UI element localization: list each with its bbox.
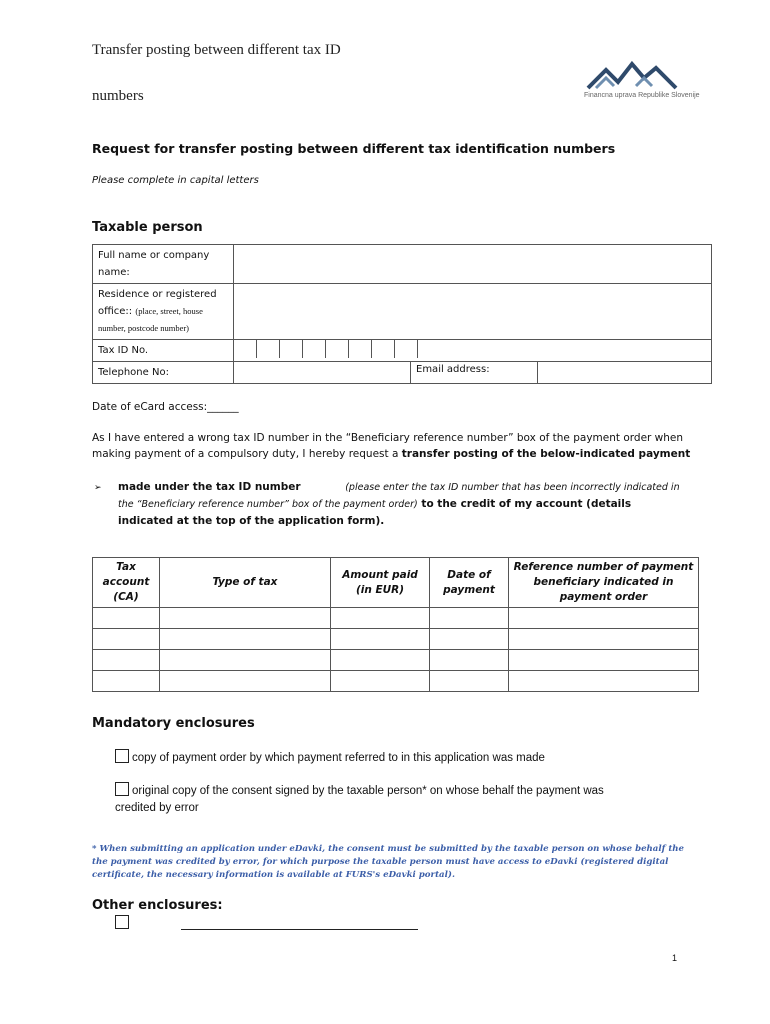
payments-table (92, 557, 699, 692)
tax-id-label: Tax ID No. (93, 340, 234, 362)
table-cell[interactable] (93, 650, 160, 671)
tax-id-field[interactable] (234, 340, 712, 362)
table-cell[interactable] (93, 629, 160, 650)
tax-id-digit[interactable] (303, 340, 326, 358)
bullet-paragraph (118, 479, 688, 529)
table-cell[interactable] (509, 608, 699, 629)
bullet-bold-end: to the credit of my account (details indicated at the top of the application form). (118, 498, 632, 527)
tax-id-digit[interactable] (280, 340, 303, 358)
table-cell[interactable] (331, 608, 430, 629)
mandatory-item-1 (115, 749, 545, 767)
mandatory-item-2-text: original copy of the consent signed by the taxable person* on whose behalf the payment was (132, 785, 604, 797)
table-cell[interactable] (430, 650, 509, 671)
table-cell[interactable] (160, 650, 331, 671)
residence-field[interactable] (234, 284, 712, 340)
table-cell[interactable] (93, 608, 160, 629)
table-cell[interactable] (430, 608, 509, 629)
logo-caption: Financna uprava Republike Slovenije (584, 92, 700, 99)
table-row (93, 629, 699, 650)
document-title-line-2: numbers (92, 88, 144, 104)
table-row (93, 608, 699, 629)
page-number: 1 (672, 953, 678, 963)
ecard-label: Date of eCard access: (92, 401, 208, 413)
name-label: Full name or company (98, 250, 210, 261)
col-date-of-payment: Date of payment (430, 558, 509, 608)
bullet-italic-hint: (please enter the tax ID number that has been incorrectly indicated in the “Beneficiary reference number” box of the payment order) (118, 482, 680, 510)
table-cell[interactable] (509, 650, 699, 671)
bullet-marker: ➢ (94, 483, 102, 493)
table-cell[interactable] (509, 629, 699, 650)
table-cell[interactable] (509, 671, 699, 692)
table-cell[interactable] (93, 671, 160, 692)
enclosure-checkbox-1[interactable] (115, 749, 129, 763)
document-title-line-1: Transfer posting between different tax ID (92, 42, 341, 58)
name-field[interactable] (234, 245, 712, 284)
col-type-of-tax: Type of tax (160, 558, 331, 608)
table-cell[interactable] (331, 671, 430, 692)
telephone-field[interactable] (234, 362, 411, 384)
tax-id-digit[interactable] (372, 340, 395, 358)
email-label: Email address: (411, 362, 538, 384)
tax-id-digit[interactable] (395, 340, 418, 358)
other-enclosure-checkbox[interactable] (115, 915, 129, 929)
bullet-bold-start: made under the tax ID number (118, 481, 301, 493)
enclosure-checkbox-2[interactable] (115, 782, 129, 796)
table-cell[interactable] (160, 608, 331, 629)
tax-id-digit-boxes (234, 340, 711, 358)
other-enclosure-line[interactable] (181, 928, 418, 930)
name-label-cell (93, 245, 234, 284)
other-enclosures-heading: Other enclosures: (92, 898, 223, 913)
col-tax-account: Tax account (CA) (93, 558, 160, 608)
table-row (93, 671, 699, 692)
table-cell[interactable] (160, 671, 331, 692)
taxable-person-heading: Taxable person (92, 220, 203, 235)
tax-id-digit[interactable] (234, 340, 257, 358)
name-label-cont: name: (98, 267, 130, 278)
table-cell[interactable] (331, 650, 430, 671)
email-field[interactable] (538, 362, 712, 384)
mandatory-enclosures-heading: Mandatory enclosures (92, 716, 255, 731)
mandatory-item-2-text-cont: credited by error (115, 802, 199, 814)
tax-id-digit[interactable] (257, 340, 280, 358)
residence-label-cell (93, 284, 234, 340)
statement-bold: transfer posting of the below-indicated payment (401, 448, 691, 460)
telephone-label: Telephone No: (93, 362, 234, 384)
table-cell[interactable] (430, 629, 509, 650)
mandatory-item-1-text: copy of payment order by which payment referred to in this application was made (132, 752, 545, 764)
statement-text: As I have entered a wrong tax ID number in the “Beneficiary reference number” box of the payment order when making payment of a compulsory duty, I hereby request a (92, 432, 684, 460)
request-heading: Request for transfer posting between different tax identification numbers (92, 141, 616, 156)
col-amount-paid: Amount paid (in EUR) (331, 558, 430, 608)
tax-id-digit[interactable] (326, 340, 349, 358)
tax-id-digit[interactable] (349, 340, 372, 358)
table-cell[interactable] (331, 629, 430, 650)
table-cell[interactable] (160, 629, 331, 650)
residence-hint: (place, street, house (135, 306, 203, 316)
mandatory-item-2 (115, 782, 705, 817)
ecard-line (92, 399, 239, 415)
ecard-blank[interactable]: ______ (207, 401, 239, 413)
residence-hint-cont: number, postcode number) (98, 323, 190, 333)
statement-paragraph (92, 430, 692, 462)
col-reference-number: Reference number of payment beneficiary indicated in payment order (509, 558, 699, 608)
table-row (93, 650, 699, 671)
edavki-note: * When submitting an application under eDavki, the consent must be submitted by the taxable person on whose behalf the the payment was credited by error, for which purpose the taxable person must have access to eDavki (registered digital certificate, the necessary information is available at FURS's eDavki portal). (92, 844, 685, 880)
table-cell[interactable] (430, 671, 509, 692)
instruction-text: Please complete in capital letters (92, 175, 259, 186)
taxable-person-table (92, 244, 712, 384)
residence-label: Residence or registered (98, 289, 217, 300)
residence-label-cont: office:: (98, 306, 133, 317)
